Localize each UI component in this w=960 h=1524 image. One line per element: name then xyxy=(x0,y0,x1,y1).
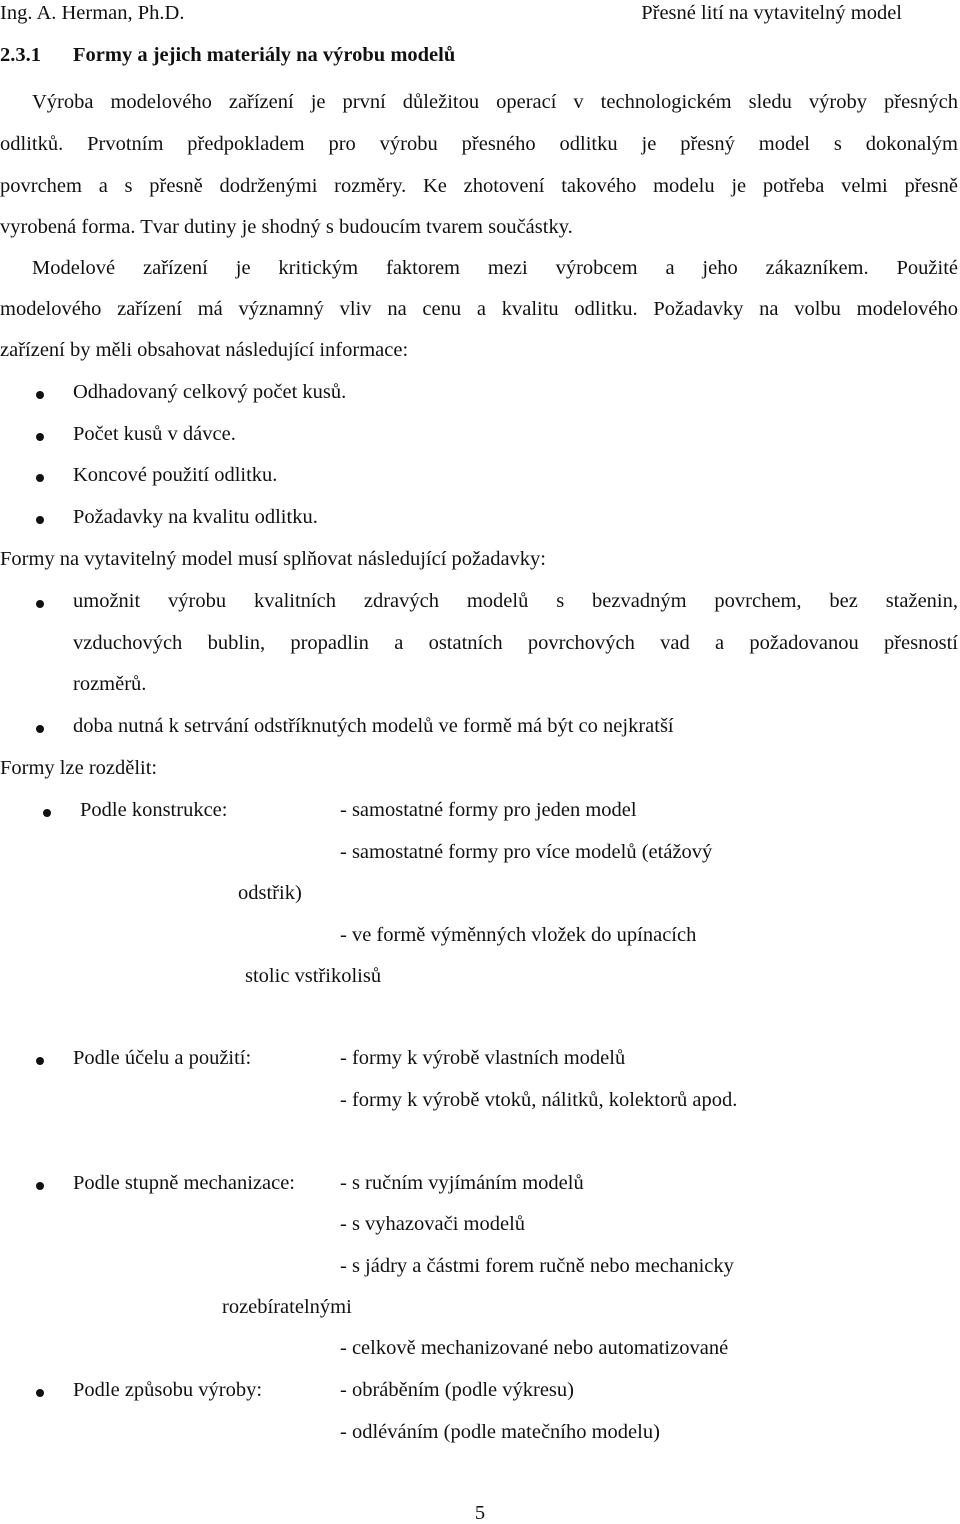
division-item: odstřik) xyxy=(238,882,302,904)
division-item: - samostatné formy pro jeden model xyxy=(340,799,637,821)
list-item: Koncové použití odlitku. xyxy=(73,464,278,486)
division-item: - s ručním vyjímáním modelů xyxy=(340,1172,584,1194)
division-item: - formy k výrobě vlastních modelů xyxy=(340,1047,626,1069)
section-title: Formy a jejich materiály na výrobu modelů xyxy=(73,44,456,66)
model-line: Modelové zařízení je kritickým faktorem mezi výrobcem a jeho zákazníkem. Použité xyxy=(32,257,958,279)
division-label: Podle účelu a použití: xyxy=(73,1047,252,1069)
header-author: Ing. A. Herman, Ph.D. xyxy=(0,2,185,24)
requirement-line: doba nutná k setrvání odstříknutých modelů ve formě má být co nejkratší xyxy=(73,715,674,737)
list-item: Požadavky na kvalitu odlitku. xyxy=(73,506,318,528)
requirement-line: rozměrů. xyxy=(73,673,147,695)
bullet-icon xyxy=(43,809,51,817)
bullet-icon xyxy=(36,725,44,733)
bullet-icon xyxy=(36,1389,44,1397)
division-item: rozebíratelnými xyxy=(222,1296,352,1318)
division-item: - samostatné formy pro více modelů (etážový xyxy=(340,841,713,863)
division-item: - obráběním (podle výkresu) xyxy=(340,1379,574,1401)
requirements-intro: Formy na vytavitelný model musí splňovat následující požadavky: xyxy=(0,548,547,570)
list-item: Počet kusů v dávce. xyxy=(73,423,236,445)
division-item: - s jádry a částmi forem ručně nebo mechanicky xyxy=(340,1255,734,1277)
division-label: Podle způsobu výroby: xyxy=(73,1379,263,1401)
division-item: - ve formě výměnných vložek do upínacích xyxy=(340,924,697,946)
bullet-icon xyxy=(36,433,44,441)
bullet-icon xyxy=(36,391,44,399)
division-item: stolic vstřikolisů xyxy=(245,965,382,987)
bullet-icon xyxy=(36,516,44,524)
division-item: - odléváním (podle matečního modelu) xyxy=(340,1421,660,1443)
division-item: - celkově mechanizované nebo automatizované xyxy=(340,1337,729,1359)
intro-line: vyrobená forma. Tvar dutiny je shodný s budoucím tvarem součástky. xyxy=(0,216,573,238)
requirement-line: umožnit výrobu kvalitních zdravých modelů s bezvadným povrchem, bez staženin, xyxy=(73,590,958,612)
intro-line: odlitků. Prvotním předpokladem pro výrobu přesného odlitku je přesný model s dokonalým xyxy=(0,133,958,155)
intro-line: Výroba modelového zařízení je první důležitou operací v technologickém sledu výroby přesných xyxy=(32,91,958,113)
division-intro: Formy lze rozdělit: xyxy=(0,757,158,779)
division-label: Podle stupně mechanizace: xyxy=(73,1172,295,1194)
bullet-icon xyxy=(36,474,44,482)
section-number: 2.3.1 xyxy=(0,44,41,66)
model-line: modelového zařízení má významný vliv na cenu a kvalitu odlitku. Požadavky na volbu modelového xyxy=(0,298,958,320)
division-item: - s vyhazovači modelů xyxy=(340,1213,526,1235)
header-title: Přesné lití na vytavitelný model xyxy=(641,2,902,24)
requirement-line: vzduchových bublin, propadlin a ostatních povrchových vad a požadovanou přesností xyxy=(73,632,958,654)
division-item: - formy k výrobě vtoků, nálitků, kolektorů apod. xyxy=(340,1089,738,1111)
model-line: zařízení by měli obsahovat následující informace: xyxy=(0,339,409,361)
bullet-icon xyxy=(36,1182,44,1190)
intro-line: povrchem a s přesně dodrženými rozměry. Ke zhotovení takového modelu je potřeba velmi přesně xyxy=(0,175,958,197)
page-number: 5 xyxy=(474,1502,486,1524)
list-item: Odhadovaný celkový počet kusů. xyxy=(73,381,347,403)
bullet-icon xyxy=(36,1057,44,1065)
bullet-icon xyxy=(36,600,44,608)
division-label: Podle konstrukce: xyxy=(80,799,228,821)
